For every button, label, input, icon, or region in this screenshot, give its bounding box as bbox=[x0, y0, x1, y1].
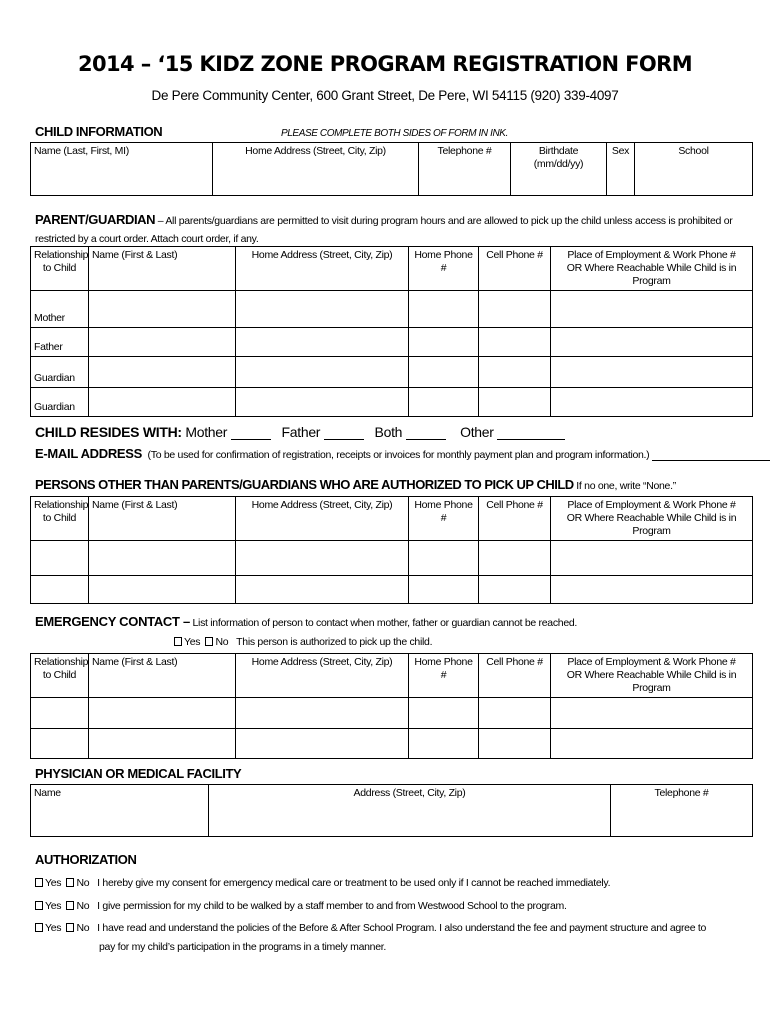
physician-heading: PHYSICIAN OR MEDICAL FACILITY bbox=[35, 766, 242, 781]
emergency-no-label: No bbox=[215, 636, 229, 648]
emergency-employment-line-1: Place of Employment & Work Phone # bbox=[567, 656, 736, 668]
pickup-home-phone-header: Home Phone # bbox=[409, 497, 479, 541]
auth-3-text: I have read and understand the policies of the Before & After School Program. I also understand the fee and payment structure and agree to bbox=[97, 922, 707, 934]
resides-mother-blank[interactable] bbox=[231, 439, 271, 440]
parent-cell-phone-header: Cell Phone # bbox=[479, 247, 551, 291]
child-telephone-header: Telephone # bbox=[419, 143, 511, 196]
authorization-heading: AUTHORIZATION bbox=[35, 852, 137, 867]
email-row bbox=[35, 446, 770, 461]
emergency-yes-label: Yes bbox=[184, 636, 201, 648]
resides-other-blank[interactable] bbox=[497, 439, 565, 440]
auth-3-yes-label: Yes bbox=[45, 922, 62, 934]
child-birthdate-header: Birthdate (mm/dd/yy) bbox=[511, 143, 607, 196]
child-info-table bbox=[30, 142, 753, 196]
emergency-auth-row bbox=[174, 636, 432, 648]
pickup-relationship-header: Relationship to Child bbox=[31, 497, 89, 541]
auth-1-yes-label: Yes bbox=[45, 877, 62, 889]
physician-table bbox=[30, 784, 753, 837]
emergency-heading: EMERGENCY CONTACT – bbox=[35, 614, 190, 629]
email-description: (To be used for confirmation of registration, receipts or invoices for monthly payment plan and program information.) bbox=[147, 449, 650, 461]
pickup-employment-header bbox=[551, 497, 753, 541]
child-school-header: School bbox=[635, 143, 753, 196]
auth-item-3 bbox=[35, 922, 706, 934]
parent-table bbox=[30, 246, 753, 417]
parent-employment-header bbox=[551, 247, 753, 291]
auth-1-no-label: No bbox=[76, 877, 90, 889]
form-title: 2014 – ‘15 KIDZ ZONE PROGRAM REGISTRATION FORM bbox=[77, 52, 693, 76]
physician-address-header: Address (Street, City, Zip) bbox=[209, 785, 611, 837]
physician-name-header: Name bbox=[31, 785, 209, 837]
emergency-employment-line-2: OR Where Reachable While Child is in Program bbox=[566, 669, 737, 694]
auth-2-text: I give permission for my child to be walked by a staff member to and from Westwood School to the program. bbox=[97, 900, 567, 912]
pickup-name-header: Name (First & Last) bbox=[89, 497, 236, 541]
emergency-home-phone-header: Home Phone # bbox=[409, 654, 479, 698]
emergency-employment-header bbox=[551, 654, 753, 698]
child-sex-header: Sex bbox=[607, 143, 635, 196]
resides-other: Other bbox=[460, 424, 494, 440]
auth-3-no-checkbox[interactable] bbox=[66, 923, 74, 932]
auth-1-no-checkbox[interactable] bbox=[66, 878, 74, 887]
auth-1-yes-checkbox[interactable] bbox=[35, 878, 43, 887]
child-info-heading: CHILD INFORMATION bbox=[35, 124, 163, 139]
email-label: E-MAIL ADDRESS bbox=[35, 446, 143, 461]
emergency-no-checkbox[interactable] bbox=[205, 637, 213, 646]
auth-item-1 bbox=[35, 877, 610, 889]
physician-telephone-header: Telephone # bbox=[611, 785, 753, 837]
pickup-employment-line-2: OR Where Reachable While Child is in Program bbox=[566, 512, 737, 537]
parent-description: – All parents/guardians are permitted to visit during program hours and are allowed to pick up the child unless access is prohibited or restricted by a court order. Attach court order, if any. bbox=[35, 215, 733, 245]
emergency-yes-checkbox[interactable] bbox=[174, 637, 182, 646]
resides-with-label: CHILD RESIDES WITH: bbox=[35, 424, 182, 440]
pickup-table bbox=[30, 496, 753, 604]
parent-heading: PARENT/GUARDIAN bbox=[35, 212, 156, 227]
row-label-guardian-2: Guardian bbox=[31, 388, 89, 417]
child-name-header: Name (Last, First, MI) bbox=[31, 143, 213, 196]
emergency-name-header: Name (First & Last) bbox=[89, 654, 236, 698]
auth-1-text: I hereby give my consent for emergency medical care or treatment to be used only if I cannot be reached immediately. bbox=[97, 877, 611, 889]
emergency-cell-phone-header: Cell Phone # bbox=[479, 654, 551, 698]
row-label-mother: Mother bbox=[31, 291, 89, 328]
child-address-header: Home Address (Street, City, Zip) bbox=[213, 143, 419, 196]
ink-note: PLEASE COMPLETE BOTH SIDES OF FORM IN INK. bbox=[281, 128, 508, 139]
auth-3-no-label: No bbox=[76, 922, 90, 934]
auth-3-continuation: pay for my child’s participation in the programs in a timely manner. bbox=[99, 941, 386, 953]
emergency-table bbox=[30, 653, 753, 759]
resides-both-blank[interactable] bbox=[406, 439, 446, 440]
emergency-description: List information of person to contact when mother, father or guardian cannot be reached. bbox=[189, 617, 578, 629]
resides-father-blank[interactable] bbox=[324, 439, 364, 440]
emergency-auth-text: This person is authorized to pick up the child. bbox=[236, 636, 433, 648]
resides-both: Both bbox=[374, 424, 403, 440]
auth-2-yes-checkbox[interactable] bbox=[35, 901, 43, 910]
emergency-relationship-header: Relationship to Child bbox=[31, 654, 89, 698]
pickup-heading: PERSONS OTHER THAN PARENTS/GUARDIANS WHO ARE AUTHORIZED TO PICK UP CHILD bbox=[35, 477, 574, 492]
auth-3-yes-checkbox[interactable] bbox=[35, 923, 43, 932]
pickup-cell-phone-header: Cell Phone # bbox=[479, 497, 551, 541]
auth-2-no-checkbox[interactable] bbox=[66, 901, 74, 910]
pickup-address-header: Home Address (Street, City, Zip) bbox=[236, 497, 409, 541]
parent-address-header: Home Address (Street, City, Zip) bbox=[236, 247, 409, 291]
emergency-heading-row bbox=[35, 614, 577, 629]
employment-line-1: Place of Employment & Work Phone # bbox=[567, 249, 736, 261]
resides-father: Father bbox=[281, 424, 321, 440]
email-blank[interactable] bbox=[652, 460, 770, 461]
pickup-note: If no one, write “None.” bbox=[573, 480, 676, 492]
auth-2-yes-label: Yes bbox=[45, 900, 62, 912]
form-subtitle: De Pere Community Center, 600 Grant Street, De Pere, WI 54115 (920) 339-4097 bbox=[151, 88, 619, 103]
resides-with-row bbox=[35, 424, 565, 440]
row-label-father: Father bbox=[31, 328, 89, 357]
parent-name-header: Name (First & Last) bbox=[89, 247, 236, 291]
employment-line-2: OR Where Reachable While Child is in Program bbox=[566, 262, 737, 287]
parent-guardian-section bbox=[35, 211, 750, 248]
auth-item-2 bbox=[35, 900, 567, 912]
parent-relationship-header: Relationship to Child bbox=[31, 247, 89, 291]
row-label-guardian-1: Guardian bbox=[31, 357, 89, 388]
parent-home-phone-header: Home Phone # bbox=[409, 247, 479, 291]
auth-2-no-label: No bbox=[76, 900, 90, 912]
pickup-heading-row bbox=[35, 477, 676, 492]
resides-mother: Mother bbox=[185, 424, 228, 440]
pickup-employment-line-1: Place of Employment & Work Phone # bbox=[567, 499, 736, 511]
emergency-address-header: Home Address (Street, City, Zip) bbox=[236, 654, 409, 698]
